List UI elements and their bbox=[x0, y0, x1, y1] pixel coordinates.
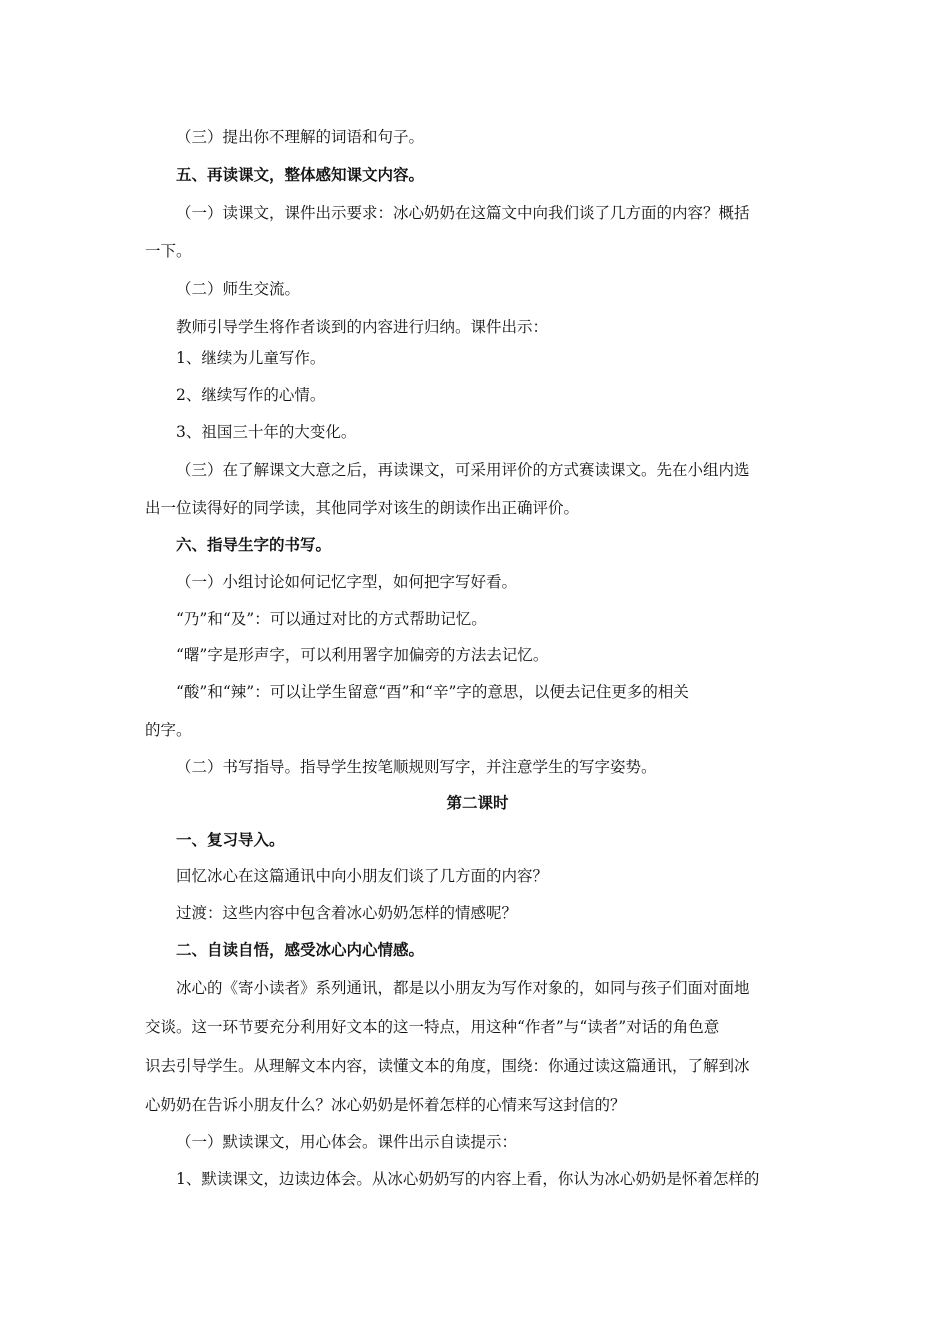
section-heading: 一、复习导入。 bbox=[176, 830, 285, 849]
section-heading: 二、自读自悟，感受冰心内心情感。 bbox=[176, 940, 425, 959]
lesson-title: 第二课时 bbox=[446, 793, 509, 812]
paragraph-line: 冰心的《寄小读者》系列通讯，都是以小朋友为写作对象的，如同与孩子们面对面地 bbox=[176, 979, 750, 997]
paragraph-line: （二）师生交流。 bbox=[176, 280, 301, 298]
paragraph-line: 过渡：这些内容中包含着冰心奶奶怎样的情感呢？ bbox=[176, 904, 518, 922]
paragraph-line: （二）书写指导。指导学生按笔顺规则写字，并注意学生的写字姿势。 bbox=[176, 758, 657, 776]
paragraph-line: 交谈。这一环节要充分利用好文本的这一特点，用这种“作者”与“读者”对话的角色意 bbox=[145, 1018, 720, 1036]
list-item: 1、继续为儿童写作。 bbox=[176, 349, 326, 367]
paragraph-line: “曙”字是形声字，可以利用署字加偏旁的方法去记忆。 bbox=[176, 646, 549, 664]
paragraph-line: 教师引导学生将作者谈到的内容进行归纳。课件出示： bbox=[176, 318, 549, 336]
section-heading: 六、指导生字的书写。 bbox=[176, 535, 332, 554]
paragraph-line: 的字。 bbox=[145, 721, 192, 739]
list-item: 3、祖国三十年的大变化。 bbox=[176, 423, 357, 441]
paragraph-line: 识去引导学生。从理解文本内容，读懂文本的角度，围绕：你通过读这篇通讯，了解到冰 bbox=[145, 1057, 750, 1075]
paragraph-line: “乃”和“及”：可以通过对比的方式帮助记忆。 bbox=[176, 610, 487, 628]
paragraph-line: “酸”和“辣”：可以让学生留意“酉”和“辛”字的意思，以便去记住更多的相关 bbox=[176, 683, 689, 701]
paragraph-line: （一）默读课文，用心体会。课件出示自读提示： bbox=[176, 1133, 518, 1151]
paragraph-line: （一）读课文，课件出示要求：冰心奶奶在这篇文中向我们谈了几方面的内容？概括 bbox=[176, 204, 750, 222]
paragraph-line: 1、默读课文，边读边体会。从冰心奶奶写的内容上看，你认为冰心奶奶是怀着怎样的 bbox=[176, 1170, 760, 1188]
paragraph-line: 出一位读得好的同学读，其他同学对该生的朗读作出正确评价。 bbox=[145, 499, 580, 517]
paragraph-line: 回忆冰心在这篇通讯中向小朋友们谈了几方面的内容？ bbox=[176, 867, 549, 885]
list-item: 2、继续写作的心情。 bbox=[176, 386, 326, 404]
paragraph-line: （一）小组讨论如何记忆字型，如何把字写好看。 bbox=[176, 573, 518, 591]
paragraph-line: 一下。 bbox=[145, 242, 192, 260]
paragraph-line: 心奶奶在告诉小朋友什么？冰心奶奶是怀着怎样的心情来写这封信的？ bbox=[145, 1096, 626, 1114]
section-heading: 五、再读课文，整体感知课文内容。 bbox=[176, 165, 425, 184]
paragraph-line: （三）在了解课文大意之后，再读课文，可采用评价的方式赛读课文。先在小组内选 bbox=[176, 461, 750, 479]
paragraph-line: （三）提出你不理解的词语和句子。 bbox=[176, 128, 425, 146]
